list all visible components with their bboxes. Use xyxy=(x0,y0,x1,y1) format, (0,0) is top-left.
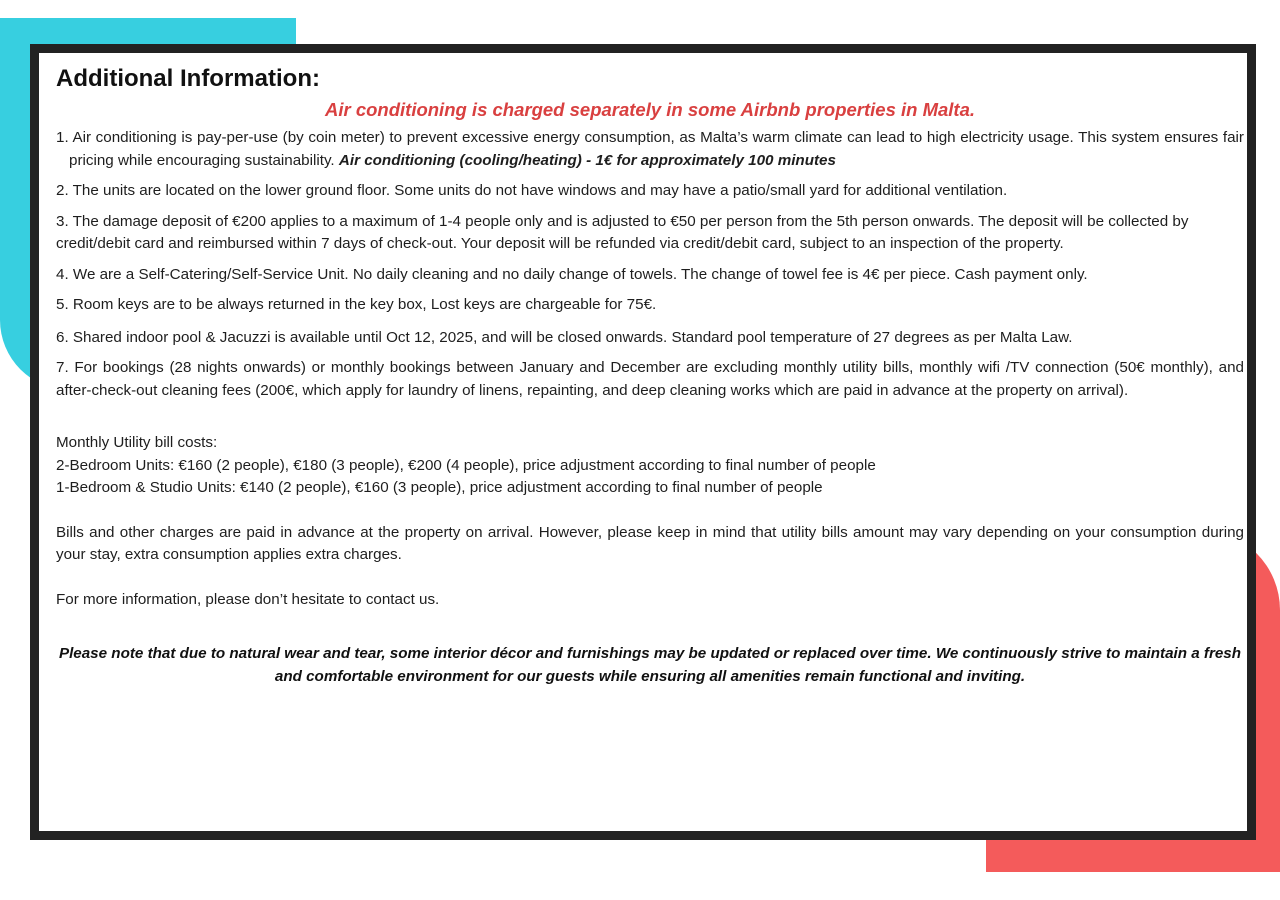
info-item-2: 2. The units are located on the lower ground floor. Some units do not have windows and may have a patio/small yard for additional ventilation. xyxy=(56,182,1008,199)
info-item-6: 6. Shared indoor pool & Jacuzzi is available until Oct 12, 2025, and will be closed onwards. Standard pool temperature of 27 degrees as per Malta Law. xyxy=(56,328,1073,346)
bills-note: Bills and other charges are paid in advance at the property on arrival. However, please keep in mind that utility bills amount may vary depending on your consumption during your stay, extra consumption applies extra charges. xyxy=(56,523,1244,563)
info-item-1 xyxy=(56,127,1244,172)
utility-costs-2-bedroom: 2-Bedroom Units: €160 (2 people), €180 (3 people), €200 (4 people), price adjustment according to final number of people xyxy=(56,456,876,474)
info-item-3: 3. The damage deposit of €200 applies to a maximum of 1-4 people only and is adjusted to €50 per person from the 5th person onwards. The deposit will be collected by credit/debit card and reimbursed within 7 days of check-out. Your deposit will be refunded via credit/debit card, subject to an inspection of the property. xyxy=(56,212,1189,252)
utility-costs-title: Monthly Utility bill costs: xyxy=(56,434,218,451)
info-card xyxy=(30,44,1256,840)
page-title: Additional Information: xyxy=(56,65,320,92)
info-content xyxy=(56,59,1244,688)
info-item-4: 4. We are a Self-Catering/Self-Service Unit. No daily cleaning and no daily change of towels. The change of towel fee is 4€ per piece. Cash payment only. xyxy=(56,265,1088,283)
contact-note: For more information, please don’t hesitate to contact us. xyxy=(56,590,440,608)
ac-price-emphasis: Air conditioning (cooling/heating) - 1€ for approximately 100 minutes xyxy=(338,151,836,169)
spacer xyxy=(56,567,1244,589)
info-item-7: 7. For bookings (28 nights onwards) or monthly bookings between January and December are excluding monthly utility bills, monthly wifi /TV connection (50€ monthly), and after-check-out cleaning fees (200€, which apply for laundry of linens, repainting, and deep cleaning works which are paid in advance at the property on arrival). xyxy=(56,359,1244,399)
wear-and-tear-note: Please note that due to natural wear and tear, some interior décor and furnishings may be updated or replaced over time. We continuously strive to maintain a fresh and comfortable environment for our guests while ensuring all amenities remain functional and inviting. xyxy=(58,645,1242,685)
spacer xyxy=(56,410,1244,432)
info-item-5: 5. Room keys are to be always returned in the key box, Lost keys are chargeable for 75€. xyxy=(56,296,657,313)
info-item-1-text: 1. Air conditioning is pay-per-use (by coin meter) to prevent excessive energy consumption, as Malta’s warm climate can lead to high electricity usage. This system ensures fair pricing while encouraging sustainability. xyxy=(56,129,1244,169)
utility-costs-1-bedroom: 1-Bedroom & Studio Units: €140 (2 people), €160 (3 people), price adjustment according to final number of people xyxy=(56,479,823,496)
spacer xyxy=(56,500,1244,522)
ac-notice-subheading: Air conditioning is charged separately in some Airbnb properties in Malta. xyxy=(324,99,976,120)
